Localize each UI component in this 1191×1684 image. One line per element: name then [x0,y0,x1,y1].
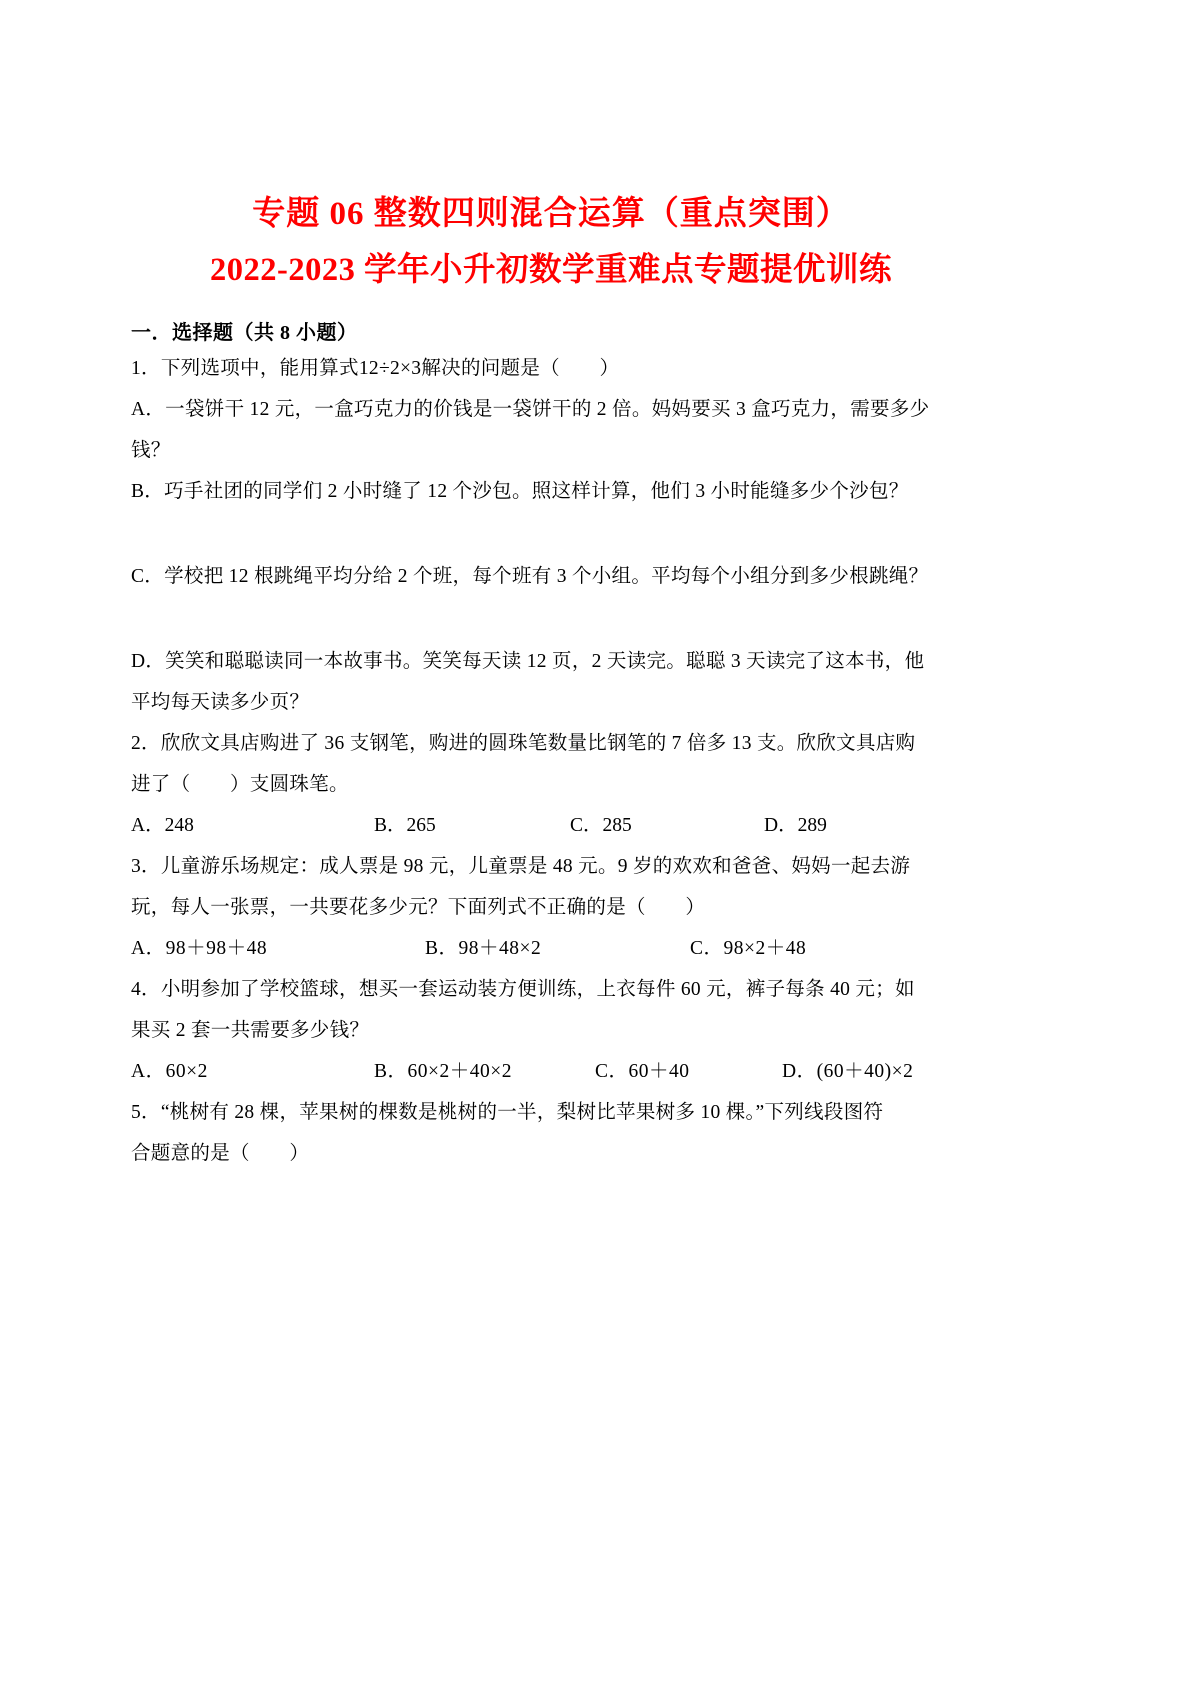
question-3-stem-line-1: 3．儿童游乐场规定：成人票是 98 元，儿童票是 48 元。9 岁的欢欢和爸爸、妈妈一起去游 [131,856,911,877]
question-1-stem: 1．下列选项中，能用算式12÷2×3解决的问题是（ ） [131,358,620,379]
question-3-option-c[interactable]: C．98×2＋48 [690,938,807,959]
question-4-option-d[interactable]: D．(60＋40)×2 [782,1061,914,1082]
question-1-option-a-line-2[interactable]: 钱？ [131,440,171,461]
question-4-option-a[interactable]: A．60×2 [131,1061,208,1082]
question-5-stem-line-1: 5．“桃树有 28 棵，苹果树的棵数是桃树的一半，梨树比苹果树多 10 棵。”下列线段图符 [131,1102,884,1123]
question-4-option-b[interactable]: B．60×2＋40×2 [374,1061,513,1082]
question-1-option-a-line-1[interactable]: A．一袋饼干 12 元，一盒巧克力的价钱是一袋饼干的 2 倍。妈妈要买 3 盒巧克力，需要多少 [131,399,930,420]
spacer-after-option-c [131,597,971,641]
question-3-option-a[interactable]: A．98＋98＋48 [131,938,268,959]
question-2-stem-line-1: 2．欣欣文具店购进了 36 支钢笔，购进的圆珠笔数量比钢笔的 7 倍多 13 支。欣欣文具店购 [131,733,916,754]
question-1-option-d-line-2[interactable]: 平均每天读多少页？ [131,692,310,713]
question-2-option-a[interactable]: A．248 [131,815,194,836]
question-1-option-d-line-1[interactable]: D．笑笑和聪聪读同一本故事书。笑笑每天读 12 页，2 天读完。聪聪 3 天读完了这本书，他 [131,651,925,672]
question-2-option-c[interactable]: C．285 [570,815,632,836]
question-3-stem-line-2: 玩，每人一张票，一共要花多少元？下面列式不正确的是（ ） [131,897,706,918]
section-heading-choice-questions: 一．选择题（共 8 小题） [131,322,358,344]
title-block [131,0,971,298]
question-2-stem-line-2: 进了（ ）支圆珠笔。 [131,774,349,795]
question-4-stem-line-1: 4．小明参加了学校篮球，想买一套运动装方便训练，上衣每件 60 元，裤子每条 40 元；如 [131,979,915,1000]
question-5-stem-line-2: 合题意的是（ ） [131,1143,310,1164]
question-4-option-c[interactable]: C．60＋40 [595,1061,690,1082]
page-content [131,0,971,1174]
page-title-line-1: 专题 06 整数四则混合运算（重点突围） [252,196,850,232]
question-1-option-b[interactable]: B．巧手社团的同学们 2 小时缝了 12 个沙包。照这样计算，他们 3 小时能缝多少个沙包？ [131,481,909,502]
page-title-line-2: 2022-2023 学年小升初数学重难点专题提优训练 [210,252,892,288]
question-4-options [131,1051,971,1092]
question-3-options [131,928,971,969]
question-3-option-b[interactable]: B．98＋48×2 [425,938,542,959]
question-2-option-b[interactable]: B．265 [374,815,436,836]
question-4-stem-line-2: 果买 2 套一共需要多少钱？ [131,1020,370,1041]
question-2-options [131,805,971,846]
question-1-option-c[interactable]: C．学校把 12 根跳绳平均分给 2 个班，每个班有 3 个小组。平均每个小组分到多少根跳绳？ [131,566,929,587]
spacer-after-option-b [131,512,971,556]
question-2-option-d[interactable]: D．289 [764,815,827,836]
